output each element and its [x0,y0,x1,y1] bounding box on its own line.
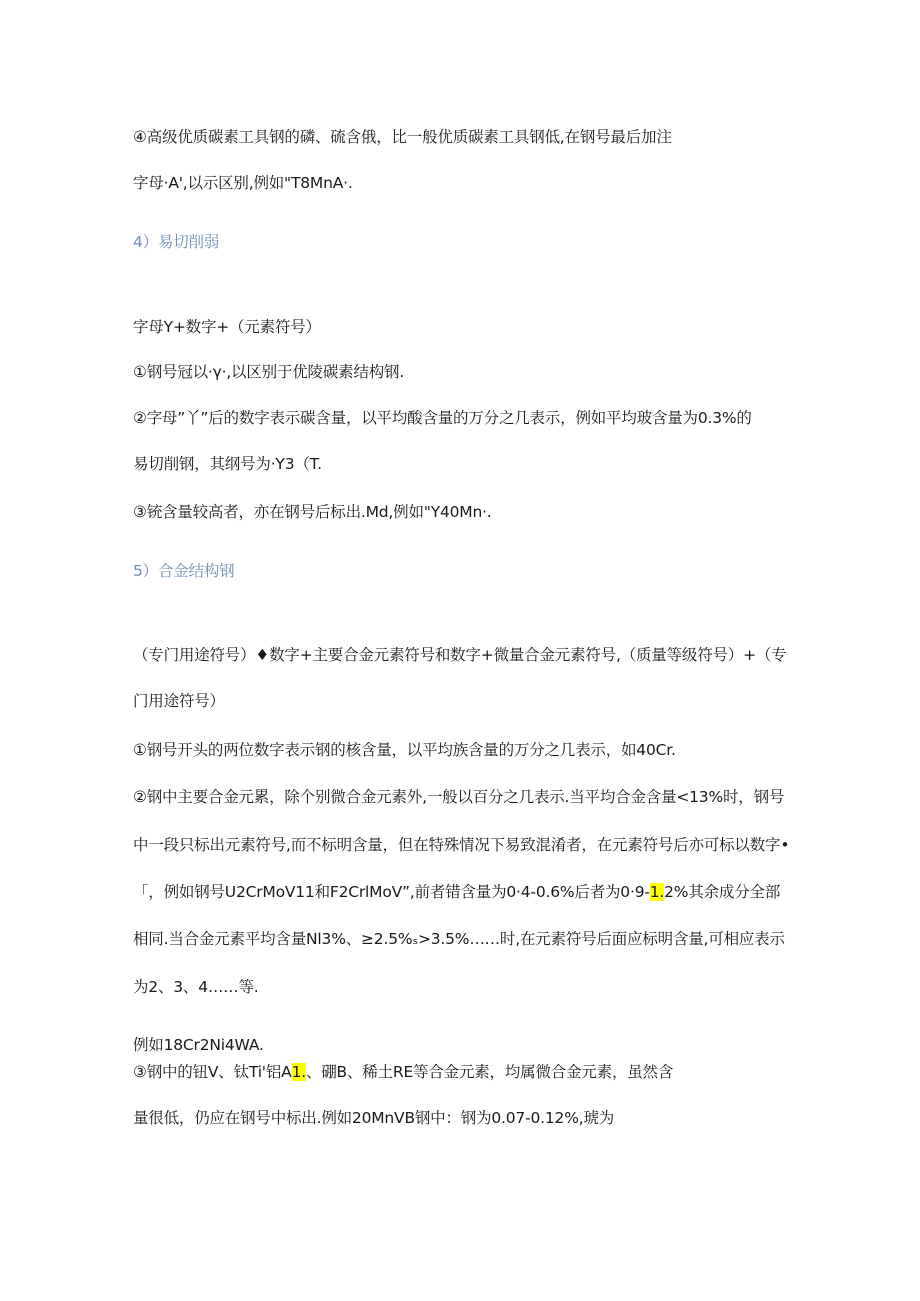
text-line-5-2: ②钢中主要合金元累，除个别微合金元素外,一般以百分之几表示.当平均合金含量<13%时，钢号 [133,788,785,806]
text-line-formula-5b: 门用途符号） [133,692,225,710]
text-segment: 、硼B、稀土RE等合金元素，均属微合金元素，虽然含 [305,1063,674,1081]
text-line-1: ④高级优质碳素工具钢的磷、硫含俄，比一般优质碳素工具钢低,在钢号最后加注 [133,128,672,146]
text-line-5-3 [133,1062,673,1082]
text-line-4-3: ③铳含量较高者，亦在钢号后标出.Md,例如"Y40Mn·. [133,503,492,521]
section-heading-5: 5）合金结构钢 [133,562,235,580]
text-line-4-2: ②字母”丫”后的数字表示碳含量，以平均酸含量的万分之几表示，例如平均玻含量为0.3%的 [133,409,752,427]
text-line-formula-5: （专门用途符号）♦数字+主要合金元素符号和数字+微量合金元素符号,（质量等级符号）+（专 [133,646,787,664]
text-line-5-3b: 量很低，仍应在钢号中标出.例如20MnVB钢中：钢为0.07-0.12%,琥为 [133,1109,615,1127]
text-segment: ③钢中的钮V、钛Ti'铝A [133,1063,292,1081]
text-line-5-2e: 为2、3、4……等. [133,978,259,996]
text-line-4-2b: 易切削钢，其纲号为·Y3（T. [133,455,322,473]
highlight-mark: 1. [291,1063,306,1081]
highlight-mark: 1. [649,883,665,901]
text-line-5-1: ①钢号开头的两位数字表示钢的核含量，以平均族含量的万分之几表示，如40Cr. [133,741,676,759]
text-segment: 「，例如钢号U2CrMoV11和F2CrlMoV”,前者错含量为0·4-0.6%后者为0·9- [133,883,650,901]
text-line-5-2b: 中一段只标出元素符号,而不标明含量，但在特殊情况下易致混淆者，在元素符号后亦可标以数字• [133,836,790,854]
text-line-formula-4: 字母Y+数字+（元素符号） [133,318,321,336]
text-line-example: 例如18Cr2Ni4WA. [133,1036,264,1054]
text-segment: 2%其余成分全部 [664,883,781,901]
text-line-5-2d: 相同.当合金元素平均含量Nl3%、≥2.5%ₛ>3.5%……时,在元素符号后面应标明含量,可相应表示 [133,930,785,948]
text-line-4-1: ①钢号冠以·γ·,以区别于优陵碳素结构钢. [133,363,405,381]
section-heading-4: 4）易切削弱 [133,233,220,251]
text-line-2: 字母·A',以示区别,例如"T8MnA·. [133,174,353,192]
text-line-5-2c [133,882,780,902]
